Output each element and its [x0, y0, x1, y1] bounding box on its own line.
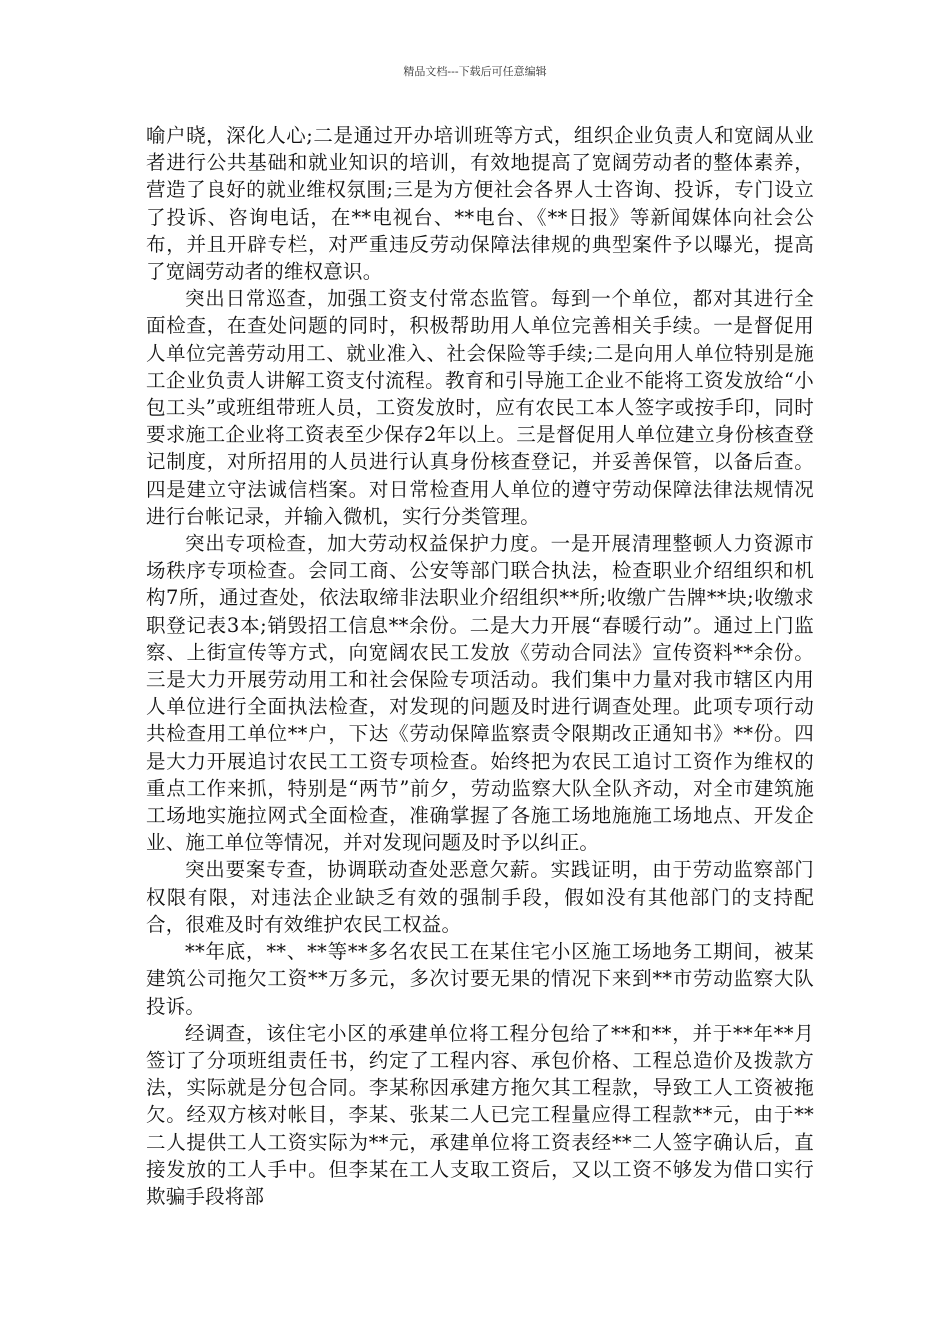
- paragraph: 突出要案专查，协调联动查处恶意欠薪。实践证明，由于劳动监察部门权限有限，对违法企业缺乏有效的强制手段，假如没有其他部门的支持配合，很难及时有效维护农民工权益。: [146, 858, 814, 936]
- paragraph: 突出专项检查，加大劳动权益保护力度。一是开展清理整顿人力资源市场秩序专项检查。会同工商、公安等部门联合执法，检查职业介绍组织和机构7所，通过查处，依法取缔非法职业介绍组织**所;收缴广告牌**块;收缴求职登记表3本;销毁招工信息**余份。二是大力开展“春暖行动”。通过上门监察、上街宣传等方式，向宽阔农民工发放《劳动合同法》宣传资料**余份。三是大力开展劳动用工和社会保险专项活动。我们集中力量对我市辖区内用人单位进行全面执法检查，对发现的问题及时进行调查处理。此项专项行动共检查用工单位**户，下达《劳动保障监察责令限期改正通知书》**份。四是大力开展追讨农民工工资专项检查。始终把为农民工追讨工资作为维权的重点工作来抓，特别是“两节”前夕，劳动监察大队全队齐动，对全市建筑施工场地实施拉网式全面检查，准确掌握了各施工场地施施工场地点、开发企业、施工单位等情况，并对发现问题及时予以纠正。: [146, 532, 814, 855]
- page-header: 精品文档---下载后可任意编辑: [403, 65, 547, 78]
- document-body: [146, 122, 814, 1210]
- paragraph: **年底，**、**等**多名农民工在某住宅小区施工场地务工期间，被某建筑公司拖欠工资**万多元，多次讨要无果的情况下来到**市劳动监察大队投诉。: [146, 940, 814, 1018]
- paragraph: 经调查，该住宅小区的承建单位将工程分包给了**和**，并于**年**月签订了分项班组责任书，约定了工程内容、承包价格、工程总造价及拨款方法，实际就是分包合同。李某称因承建方拖欠其工程款，导致工人工资被拖欠。经双方核对帐目，李某、张某二人已完工程量应得工程款**元，由于**二人提供工人工资实际为**元，承建单位将工资表经**二人签字确认后，直接发放的工人手中。但李某在工人支取工资后，又以工资不够发为借口实行欺骗手段将部: [146, 1021, 814, 1208]
- paragraph: 喻户晓，深化人心;二是通过开办培训班等方式，组织企业负责人和宽阔从业者进行公共基础和就业知识的培训，有效地提高了宽阔劳动者的整体素养，营造了良好的就业维权氛围;三是为方便社会各界人士咨询、投诉，专门设立了投诉、咨询电话，在**电视台、**电台、《**日报》等新闻媒体向社会公布，并且开辟专栏，对严重违反劳动保障法律规的典型案件予以曝光，提高了宽阔劳动者的维权意识。: [146, 124, 814, 284]
- paragraph: 突出日常巡查，加强工资支付常态监管。每到一个单位，都对其进行全面检查，在查处问题的同时，积极帮助用人单位完善相关手续。一是督促用人单位完善劳动用工、就业准入、社会保险等手续;二是向用人单位特别是施工企业负责人讲解工资支付流程。教育和引导施工企业不能将工资发放给“小包工头”或班组带班人员，工资发放时，应有农民工本人签字或按手印，同时要求施工企业将工资表至少保存2年以上。三是督促用人单位建立身份核查登记制度，对所招用的人员进行认真身份核查登记，并妥善保管，以备后查。四是建立守法诚信档案。对日常检查用人单位的遵守劳动保障法律法规情况进行台帐记录，并输入微机，实行分类管理。: [146, 287, 814, 528]
